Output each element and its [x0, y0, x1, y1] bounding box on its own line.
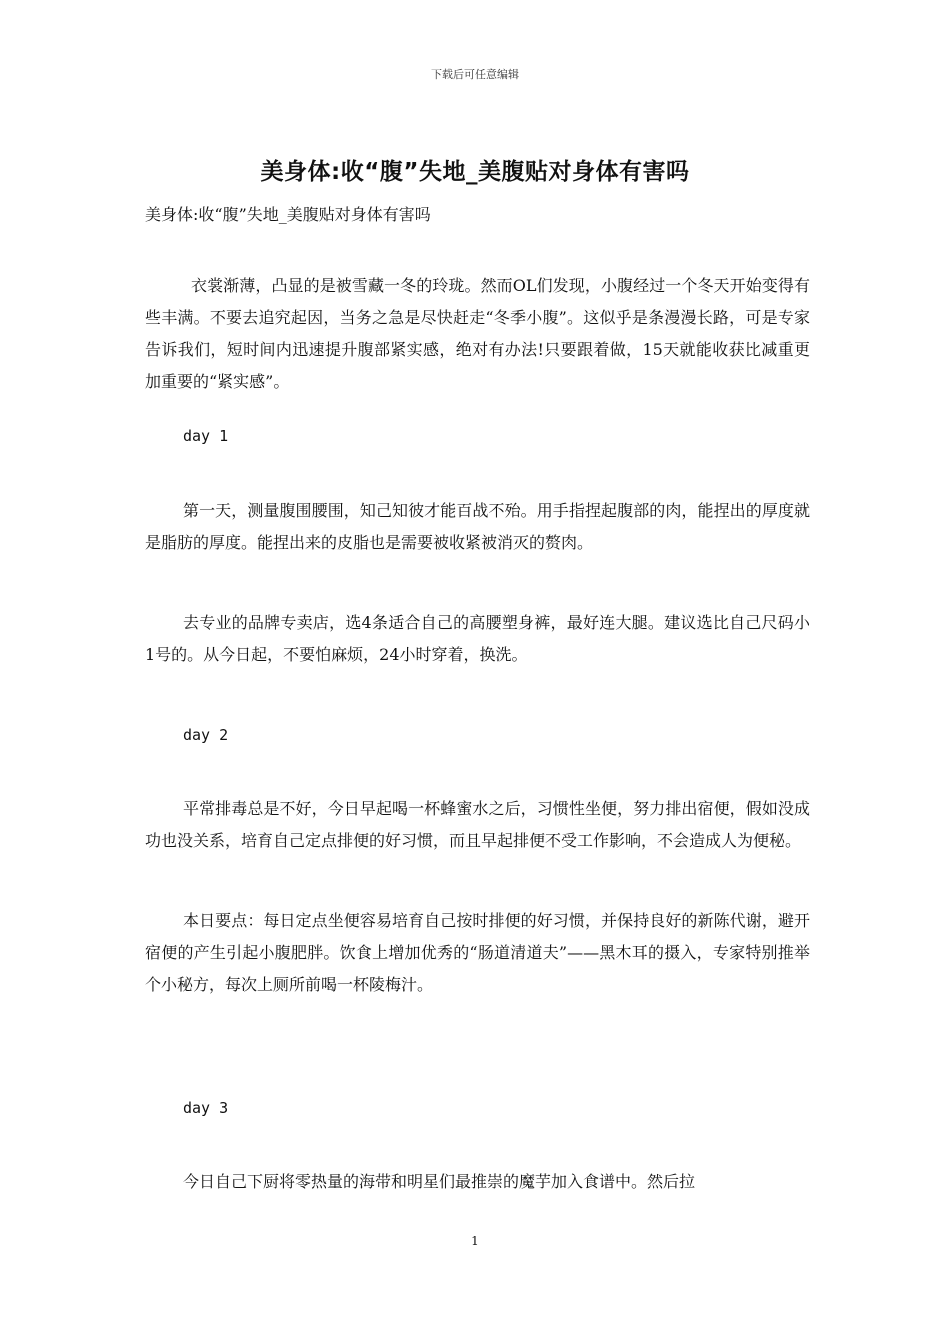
day-1-paragraph-2: 去专业的品牌专卖店，选4条适合自己的高腰塑身裤，最好连大腿。建议选比自己尺码小1号的。从今日起，不要怕麻烦，24小时穿着，换洗。: [145, 613, 810, 664]
day-3-heading: day 3: [183, 1099, 229, 1117]
day-2-heading: day 2: [183, 726, 229, 744]
day-3-paragraph-1: 今日自己下厨将零热量的海带和明星们最推崇的魔芋加入食谱中。然后拉: [183, 1172, 696, 1191]
day-1-paragraph-1: 第一天，测量腹围腰围，知己知彼才能百战不殆。用手指捏起腹部的肉，能捏出的厚度就是脂肪的厚度。能捏出来的皮脂也是需要被收紧被消灭的赘肉。: [145, 501, 810, 552]
document-subtitle: 美身体:收“腹”失地_美腹贴对身体有害吗: [145, 205, 431, 224]
page-number: 1: [471, 1234, 479, 1248]
document-title: 美身体:收“腹”失地_美腹贴对身体有害吗: [260, 159, 690, 185]
day-2-paragraph-1: 平常排毒总是不好，今日早起喝一杯蜂蜜水之后，习惯性坐便，努力排出宿便，假如没成功也没关系，培育自己定点排便的好习惯，而且早起排便不受工作影响，不会造成人为便秘。: [145, 799, 810, 850]
intro-paragraph: 衣裳渐薄，凸显的是被雪藏一冬的玲珑。然而OL们发现，小腹经过一个冬天开始变得有些丰满。不要去追究起因，当务之急是尽快赶走“冬季小腹”。这似乎是条漫漫长路，可是专家告诉我们，短时间内迅速提升腹部紧实感，绝对有办法!只要跟着做，15天就能收获比减重更加重要的“紧实感”。: [145, 276, 810, 391]
day-1-heading: day 1: [183, 427, 229, 445]
day-2-paragraph-2: 本日要点：每日定点坐便容易培育自己按时排便的好习惯，并保持良好的新陈代谢，避开宿便的产生引起小腹肥胖。饮食上增加优秀的“肠道清道夫”——黑木耳的摄入，专家特别推举个小秘方，每次上厕所前喝一杯陵梅汁。: [145, 911, 810, 994]
header-note: 下载后可任意编辑: [431, 68, 519, 81]
